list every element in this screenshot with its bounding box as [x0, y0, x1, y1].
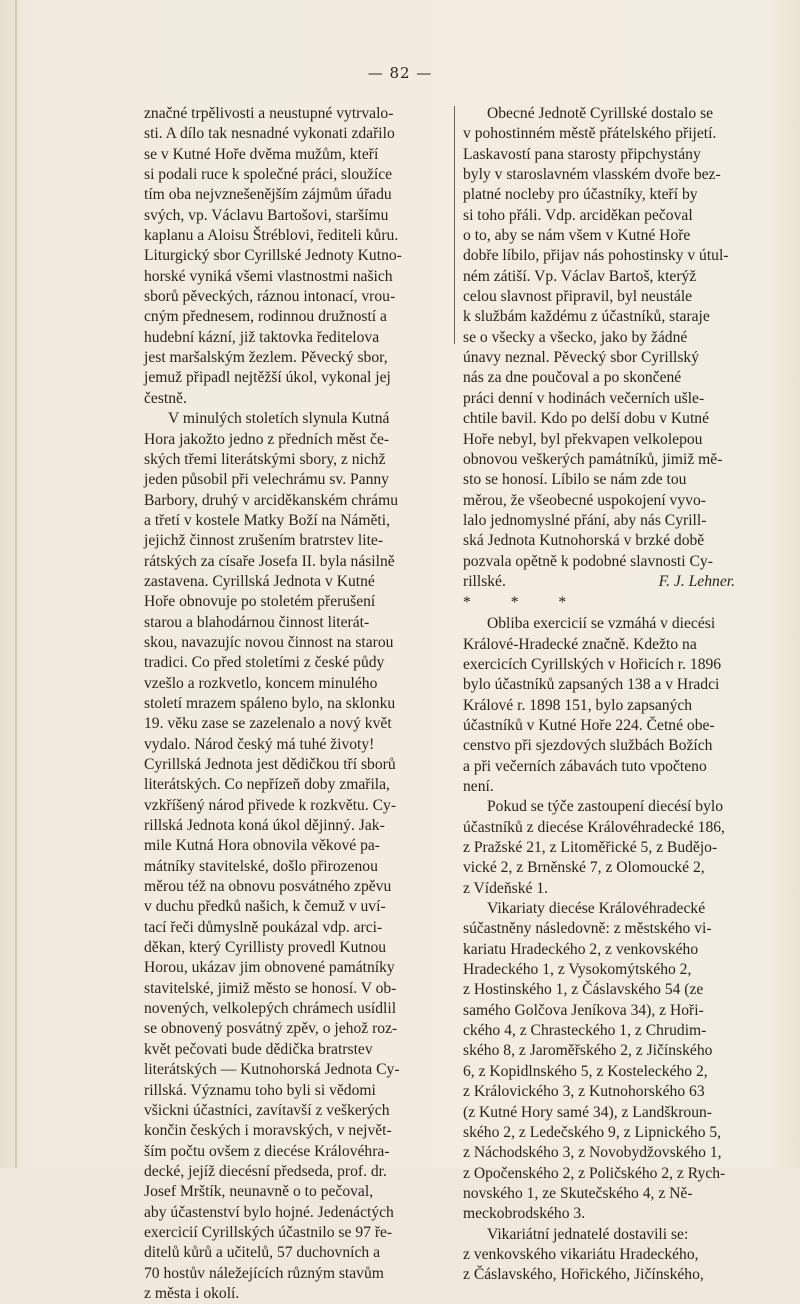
text-line: z města i okolí. — [144, 1284, 240, 1302]
text-line: z Opočenského 2, z Poličského 2, z Rych- — [463, 1164, 726, 1182]
text-line: z Náchodského 3, z Novobydžovského 1, — [463, 1144, 722, 1162]
text-line: tradici. Co před stoletími z české půdy — [144, 654, 385, 672]
text-line: censtvo při sjezdových službách Božích — [463, 737, 713, 755]
text-line: dobře líbilo, přijav nás pohostinsky v útul- — [463, 247, 729, 265]
left-column — [144, 104, 446, 1304]
text-line: není. — [463, 778, 494, 795]
article-exercises-statistics — [463, 614, 763, 1285]
text-line: značné trpělivosti a neustupné vytrvalo- — [144, 105, 394, 122]
column-divider — [454, 106, 455, 344]
paragraph — [463, 1225, 763, 1286]
article-cyrillic-welcome — [463, 104, 763, 572]
text-line: jemuž připadl nejtěžší úkol, vykonal jej — [144, 369, 391, 387]
text-line: jejichž činnost zrušením bratrstev lite- — [144, 532, 384, 550]
article-closing-line — [463, 572, 763, 592]
text-line: z Hostinského 1, z Čáslavského 54 (ze — [463, 981, 704, 999]
text-line: pozvala opětně k podobné slavnosti Cy- — [463, 552, 713, 570]
text-line: z Čáslavského, Hořického, Jičínského, — [463, 1266, 704, 1284]
paragraph — [463, 899, 763, 1225]
text-line: tací řeči důmyslně poukázal vdp. arci- — [144, 918, 383, 936]
text-line: rillská Jednota koná úkol dějinný. Jak- — [144, 817, 385, 835]
text-line: kaplanu a Aloisu Štréblovi, řediteli kůru. — [144, 227, 399, 245]
text-line: súčastněny následovně: z městského vi- — [463, 920, 712, 938]
text-line: sborů pěveckých, ráznou intonací, vrou- — [144, 288, 396, 306]
text-line: Králové r. 1898 151, bylo zapsaných — [463, 696, 693, 714]
text-line: hudební kázní, již taktovka ředitelova — [144, 328, 380, 346]
text-line: samého Golčova Jeníkova 34), z Hoři- — [463, 1001, 704, 1019]
text-line: svých, vp. Václavu Bartošovi, staršímu — [144, 206, 389, 224]
text-line: si podali ruce k společné práci, sloužíce — [144, 166, 393, 184]
text-line: sto se honosí. Líbilo se nám zde tou — [463, 471, 687, 489]
text-line: lalo jednomyslné přání, aby nás Cyrill- — [463, 511, 707, 529]
text-line: meckobrodského 3. — [463, 1205, 586, 1223]
paragraph — [463, 614, 763, 797]
text-line: se obnovený posvátný zpěv, o jehož roz- — [144, 1020, 398, 1038]
text-line: Obecné Jednotě Cyrillské dostalo se — [487, 105, 714, 122]
paragraph — [463, 797, 763, 899]
text-line: horské vyniká všemi vlastnostmi našich — [144, 267, 393, 285]
text-line: a při večerních zábavách tuto vpočteno — [463, 757, 707, 775]
text-line: z Pražské 21, z Litoměřické 5, z Budějo- — [463, 839, 718, 857]
text-line: tím oba nejvznešenějším zájmům úřadu — [144, 186, 392, 204]
text-line: novského 1, ze Skutečského 4, z Ně- — [463, 1184, 693, 1202]
text-line: Hora jakožto jedno z předních měst če- — [144, 430, 390, 448]
text-line: Josef Mrštík, neunavně o to pečoval, — [144, 1183, 374, 1201]
text-line: ckého 4, z Chrasteckého 1, z Chrudim- — [463, 1022, 707, 1040]
text-line: končin českých i moravských, v největ- — [144, 1122, 392, 1140]
text-line: celou slavnost připravil, byl neustále — [463, 288, 693, 306]
text-line: v pohostinném městě přátelského přijetí. — [463, 125, 717, 143]
text-line: obnovou veškerých památníků, jimiž mě- — [463, 450, 723, 468]
text-line: z venkovského vikariátu Hradeckého, — [463, 1245, 699, 1263]
text-line: měrou, že všeobecné uspokojení vyvo- — [463, 491, 706, 509]
text-line: vické 2, z Brněnské 7, z Olomoucké 2, — [463, 859, 705, 877]
article-last-line: rillské. — [463, 572, 506, 590]
text-line: se o všecky a všecko, jako by žádné — [463, 328, 688, 346]
text-line: (z Kutné Hory samé 34), z Landškroun- — [463, 1103, 712, 1121]
text-line: v duchu předků našich, k čemuž v uví- — [144, 898, 386, 916]
text-line: účastníků v Kutné Hoře 224. Četné obe- — [463, 716, 715, 734]
text-line: ského 2, z Ledečského 9, z Lipnického 5, — [463, 1123, 722, 1141]
text-line: únavy neznal. Pěvecký sbor Cyrillský — [463, 349, 700, 367]
text-line: ského 8, z Jaroměřského 2, z Jičínského — [463, 1042, 713, 1060]
text-line: vydalo. Národ český má tuhé životy! — [144, 735, 375, 753]
text-line: Hoře nebyl, byl překvapen velkolepou — [463, 430, 703, 448]
text-line: kariatu Hradeckého 2, z venkovského — [463, 940, 699, 958]
text-line: exercicích Cyrillských v Hořicích r. 1896 — [463, 655, 722, 673]
text-line: novených, velkolepých chrámech usídlil — [144, 1000, 397, 1018]
text-line: Pokud se týče zastoupení diecésí bylo — [487, 798, 724, 816]
text-line: exercicií Cyrillských účastnilo se 97 ře- — [144, 1223, 393, 1241]
text-line: skou, navazujíc novou činnost na starou — [144, 633, 394, 651]
text-line: chtile bavil. Kdo po delší dobu v Kutné — [463, 410, 709, 428]
text-line: Vikariátní jednatelé dostavili se: — [487, 1225, 689, 1243]
text-line: rátských za císaře Josefa II. byla násilně — [144, 552, 395, 570]
text-line: 19. věku zase se zazelenalo a nový květ — [144, 715, 392, 733]
section-separator: * * * — [463, 594, 585, 612]
text-line: měrou též na obnovu posvátného zpěvu — [144, 878, 392, 896]
text-line: o to, aby se nám všem v Kutné Hoře — [463, 227, 691, 245]
text-line: literátských — Kutnohorská Jednota Cy- — [144, 1061, 400, 1079]
text-line: bylo účastníků zapsaných 138 a v Hradci — [463, 676, 720, 694]
text-line: byly v staroslavném vlasském dvoře bez- — [463, 166, 721, 184]
author-signature: F. J. Lehner. — [658, 572, 735, 590]
text-line: k službám každému z účastníků, staraje — [463, 308, 710, 326]
text-line: sti. A dílo tak nesnadné vykonati zdařilo — [144, 125, 395, 143]
text-line: si toho přáli. Vdp. arciděkan pečoval — [463, 206, 693, 224]
text-line: 6, z Kopidlnského 5, z Kosteleckého 2, — [463, 1062, 708, 1080]
page-binding-edge — [15, 0, 17, 1168]
text-line: z Vídeňské 1. — [463, 879, 549, 897]
text-line: Laskavostí pana starosty připchystány — [463, 145, 701, 163]
text-line: Obliba exercicií se vzmáhá v diecési — [487, 615, 716, 633]
text-line: ských třemi literátskými sbory, z nichž — [144, 450, 386, 468]
text-line: vzkříšený národ přivede k rozkvětu. Cy- — [144, 796, 397, 814]
text-line: platné nocleby pro účastníky, kteří by — [463, 186, 698, 204]
text-line: stavitelské, jimiž město se honosí. V ob- — [144, 979, 397, 997]
page-number: — 82 — — [367, 64, 433, 82]
text-line: cným přednesem, rodinnou družností a — [144, 308, 387, 326]
text-line: z Královického 3, z Kutnohorského 63 — [463, 1083, 705, 1101]
text-line: Vikariaty diecése Královéhradecké — [487, 900, 706, 918]
text-line: účastníků z diecése Královéhradecké 186, — [463, 818, 725, 836]
text-line: mátníky stavitelské, došlo přirozenou — [144, 857, 378, 875]
text-line: květ pečovati bude dědička bratrstev — [144, 1040, 373, 1058]
text-line: nás za dne poučoval a po skončené — [463, 369, 682, 387]
text-line: zastavena. Cyrillská Jednota v Kutné — [144, 572, 375, 590]
text-line: aby účastenství bylo hojné. Jedenáctých — [144, 1203, 394, 1221]
text-line: vzešlo a rozkvetlo, koncem minulého — [144, 674, 378, 692]
text-line: literátských. Co nepřízeň doby zmařila, — [144, 776, 390, 794]
text-line: Hradeckého 1, z Vysokomýtského 2, — [463, 961, 692, 979]
text-line: jeden působil při velechrámu sv. Panny — [144, 471, 389, 489]
text-line: ditelů kůrů a učitelů, 57 duchovních a — [144, 1244, 381, 1262]
text-line: ším počtu ovšem z diecése Královéhra- — [144, 1142, 390, 1160]
text-line: ská Jednota Kutnohorská v brzké době — [463, 532, 705, 550]
text-line: ném zátiší. Vp. Václav Bartoš, kterýž — [463, 267, 697, 285]
text-line: děkan, který Cyrillisty provedl Kutnou — [144, 939, 387, 957]
text-line: rillská. Významu toho byli si vědomi — [144, 1081, 376, 1099]
right-column — [463, 104, 763, 1286]
paragraph — [144, 104, 446, 409]
text-line: jest maršalským žezlem. Pěvecký sbor, — [144, 349, 388, 367]
paragraph — [144, 409, 446, 1304]
text-line: Barbory, druhý v arciděkanském chrámu — [144, 491, 399, 509]
text-line: a třetí v kostele Matky Boží na Náměti, — [144, 511, 390, 529]
text-line: V minulých stoletích slynula Kutná — [168, 410, 390, 428]
text-line: mile Kutná Hora obnovila věkové pa- — [144, 837, 381, 855]
text-line: století mrazem spáleno bylo, na sklonku — [144, 694, 396, 712]
text-line: Hoře obnovuje po stoletém přerušení — [144, 593, 376, 611]
text-line: práci denní v hodinách večerních ušle- — [463, 389, 705, 407]
text-line: Liturgický sbor Cyrillské Jednoty Kutno- — [144, 247, 402, 265]
text-line: se v Kutné Hoře dvěma mužům, kteří — [144, 145, 379, 163]
text-line: starou a blahodárnou činnost literát- — [144, 613, 370, 631]
text-line: všickni účastníci, zavítavší z veškerých — [144, 1101, 390, 1119]
text-line: Králové-Hradecké značně. Kdežto na — [463, 635, 697, 653]
text-line: decké, jejíž diecésní předseda, prof. dr. — [144, 1162, 387, 1180]
text-line: Cyrillská Jednota jest dědičkou tří sborů — [144, 756, 396, 773]
text-line: Horou, ukázav jim obnovené památníky — [144, 959, 395, 977]
text-line: čestně. — [144, 389, 187, 407]
text-line: 70 hostův náležejících různým stavům — [144, 1264, 384, 1282]
